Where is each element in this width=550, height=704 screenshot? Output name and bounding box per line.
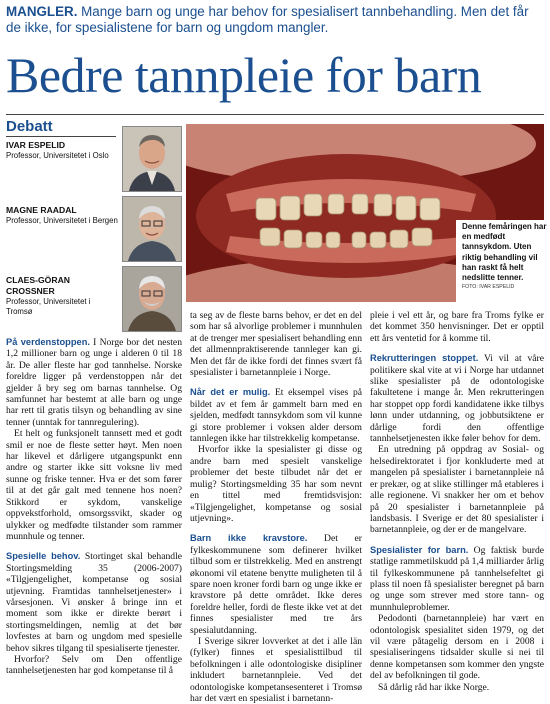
author-name: MAGNE RAADAL	[6, 205, 77, 215]
subheading: Når det er mulig.	[190, 387, 271, 398]
paragraph	[370, 444, 544, 535]
paragraph-text: Og faktisk burde statlige rammetilskudd på 1,4 milliarder årlig til fylkeskommunene på tannhelsefeltet gi plass til noen få spesialister beregnet på barn og unge som strever med store tann- og munnhuleproblemer.	[370, 544, 544, 613]
subheading: Rekrutteringen stoppet.	[370, 353, 479, 364]
paragraph-text: I Norge bor det nesten 1,2 millioner barn og unge i alderen 0 til 18 år. De aller fleste har god tannhelse. Norske foreldre ligger på verdenstoppen når det gjelder å bry seg om barnas tannhelse. Og samfunnet har bestemt at alle barn og unge har rett til gratis tilsyn og behandling av sine tenner (unntak for tannregulering).	[6, 337, 182, 428]
paragraph-text: Vi vil at våre politikere skal vite at vi i Norge har utdannet slike spesialister på de odontologiske fakultetene i mange år. Men rekrutteringen har stoppet opp fordi kandidatene ikke tilbys lønn under utdanning, og jobbutsiktene er dårlige fordi den offentlige tannhelsetjenesten ikke føler behov for dem.	[370, 353, 545, 445]
paragraph-text: Så dårlig råd har ikke Norge.	[378, 681, 490, 693]
section-label: Debatt	[6, 118, 53, 135]
author-name: IVAR ESPELID	[6, 140, 66, 150]
section-divider	[6, 136, 116, 137]
author-portrait	[122, 126, 182, 192]
article-column-1	[6, 337, 182, 677]
kicker-text: Mange barn og unge har behov for spesialisert tannbehandling. Men det får de ikke, for spesialistene for barn og ungdom mangler.	[6, 4, 529, 35]
paragraph	[190, 310, 362, 378]
paragraph-text: Det er fylkeskommunene som definerer hvilket tilbud som er tilstrekkelig. Med en anstrengt økonomi vil etatene benytte muligheten til å spare noen kroner fordi barn og unge ikke er kravstore på dette området. Ikke deres foreldre heller, fordi de fleste ikke vet at det finnes spesialister med tre års spesialutdanning.	[190, 533, 362, 636]
article-column-2	[190, 310, 362, 704]
author-1	[6, 140, 118, 161]
headline: Bedre tannpleie for barn	[6, 47, 482, 103]
paragraph	[190, 636, 362, 704]
kicker	[6, 4, 546, 36]
subheading: Barn ikke kravstore.	[190, 533, 308, 544]
paragraph	[370, 545, 544, 613]
paragraph-text: Hvorfor? Selv om Den offentlige tannhelsetjenesten har god kompetanse til å	[6, 653, 182, 677]
paragraph-text: Stortinget skal behandle Stortingsmelding 35 (2006-2007) «Tilgjengelighet, kompetanse og sosial utjevning. Framtidas tannhelsetjenester» i vårsesjonen. Vi ønsker å bringe inn et moment som ikke er direkte berørt i stortingsmeldingen, nemlig at det bør lovfestes at barn og ungdom med spesielle behov sikres tilgang til spesialiserte tjenester.	[6, 551, 182, 654]
paragraph-text: En utredning på oppdrag av Sosial- og helsedirektoratet i fjor konkluderte med at mangelen på spesialister i barnetannpleie nå er prekær, og at slike stillinger må etableres i alle regionene. Vi snakker her om et behov på 20 spesialister i barnetannpleie på landsbasis. I Sverige er det 80 spesialister i barnetannpleie, og der er de mangelvare.	[370, 444, 544, 536]
subheading: Spesialister for barn.	[370, 544, 469, 555]
subheading: På verdenstoppen.	[6, 337, 90, 347]
paragraph	[6, 428, 182, 542]
paragraph-text: I Sverige sikrer lovverket at det i alle län (fylker) finnes et spesialisttilbud til befolkningen i alle odontologiske disipliner inkludert barnetannpleie. Ved det odontologiske kompetansesenteret i Tromsø har det vært en spesialist i barnetann-	[190, 635, 362, 704]
author-3	[6, 275, 118, 317]
paragraph-text: Et helt og funksjonelt tannsett med et godt smil er noe de fleste setter høyt. Men noen har likevel et dårligere utgangspunkt enn andre og starter ikke sitt voksne liv med sunne og friske tenner. Hva er det som fører til at det går galt med tennene hos noen? Stikkord er sykdom, vanskelige oppvekstforhold, omsorgssvikt, skader og ulykker og medfødte tilstander som rammer munnhule og tenner.	[6, 428, 182, 542]
article-column-3	[370, 310, 544, 693]
author-name: CLAES-GÖRAN CROSSNER	[6, 275, 70, 296]
kicker-label: MANGLER.	[6, 4, 78, 19]
paragraph-text: ta seg av de fleste barns behov, er det en del som har så alvorlige problemer i munnhulen at de trenger mer spesialisert behandling enn det allmennpraktiserende tannleger kan gi. Men det får de ikke fordi det finnes svært få spesialister i barnetannpleie i Norge.	[190, 310, 362, 379]
paragraph	[6, 551, 182, 654]
paragraph-text: Et eksempel vises på bildet av et fem år gammelt barn med en sjelden, medfødt tannsykdom som vil kunne gi store problemer i voksen alder dersom tannlegen ikke har tilstrekkelig kompetanse.	[190, 387, 363, 445]
header-divider	[6, 114, 544, 115]
author-portrait	[122, 266, 182, 332]
author-role: Professor, Universitetet i Tromsø	[6, 297, 91, 316]
author-role: Professor, Universitetet i Bergen	[6, 216, 118, 225]
paragraph-text: Pedodonti (barnetannpleie) har vært en odontologisk spesialitet siden 1979, og det vil være påtagelig dersom en i 2008 i spesialiseringens tidsalder skulle si nei til denne kompetansen som kommer den yngste del av befolkningen til gode.	[370, 613, 544, 682]
paragraph	[370, 310, 544, 344]
author-role: Professor, Universitetet i Oslo	[6, 151, 109, 160]
paragraph	[190, 387, 362, 444]
paragraph	[6, 337, 182, 428]
paragraph-text: Hvorfor ikke la spesialister gi disse og andre barn med spesielt vanskelige problemer det beste tilbudet når det er mulig? Stortingsmelding 35 har som nevnt en tittel med fremtidsvisjon: «Tilgjengelighet, kompetanse og sosial utjevning».	[190, 444, 362, 524]
paragraph	[370, 353, 544, 444]
paragraph	[6, 654, 182, 677]
paragraph	[370, 682, 544, 693]
author-portrait	[122, 196, 182, 262]
paragraph-text: pleie i vel ett år, og bare fra Troms fylke er det kommet 350 henvisninger. Det er opptil ett års ventetid for å komme til.	[370, 310, 544, 344]
paragraph	[190, 533, 362, 636]
photo-credit: FOTO: IVAR ESPELID	[462, 284, 515, 290]
paragraph	[190, 444, 362, 524]
author-2	[6, 205, 118, 226]
photo-caption: Denne femåringen har en medfødt tannsykdom. Uten riktig behandling vil han raskt få helt nedslitte tenner.	[462, 222, 547, 283]
subheading: Spesielle behov.	[6, 551, 81, 562]
paragraph	[370, 613, 544, 681]
